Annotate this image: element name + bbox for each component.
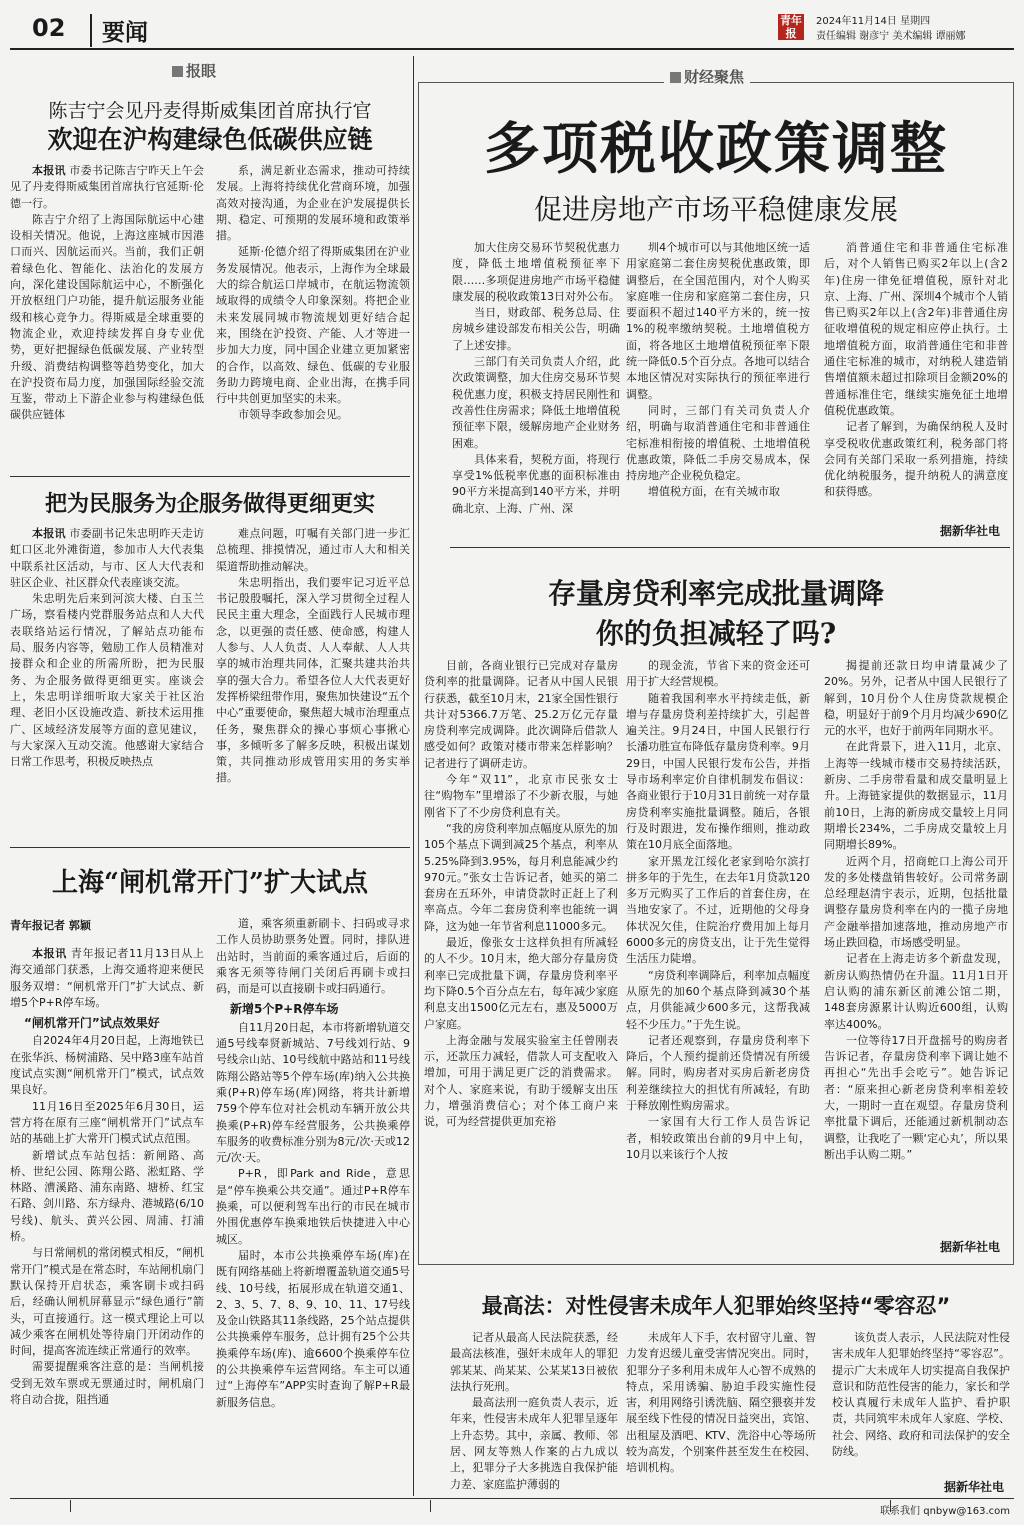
- paragraph: “房贷利率调降后，利率加点幅度从原先的加60个基点降到减30个基点，月供能减少600多元，这帮我减轻不少压力。”于先生说。: [626, 968, 810, 1031]
- page-number: 02: [32, 14, 66, 42]
- article-b1-col1: [452, 240, 620, 536]
- kicker-baoyan: [172, 60, 216, 81]
- paragraph: P+R，即Park and Ride，意思是“停车换乘公共交通”。通过P+R停车换乘，可以便利驾车出行的市民在城市外围优惠停车换乘地铁后快捷进入中心城区。: [216, 1167, 410, 1246]
- article-b3-col2: [626, 1330, 816, 1492]
- article2-col2: [216, 526, 410, 822]
- paragraph: 届时，本市公共换乘停车场(库)在既有网络基础上将新增覆盖轨道交通5号线、10号线，拓展形成在轨道交通1、2、3、5、7、8、9、10、11、17号线及金山铁路其11条线路，25个站点提供公共换乘停车服务，总计拥有25个公共换乘停车场(库)、逾6600个换乘停车位的公共换乘停车运营网络。车主可以通过“上海停车”APP实时查询了解P+R最新服务信息。: [216, 1248, 410, 1409]
- paragraph: 道，乘客须重新刷卡、扫码或寻求工作人员协助票务处置。同时，排队进出站时，当前面的乘客通过后，后面的乘客无须等待闸门关闭后再刷卡或扫码，而是可以直接刷卡或扫码通行。: [216, 917, 410, 996]
- article-b1-title: 多项税收政策调整: [484, 117, 948, 182]
- section-subheading: 新增5个P+R停车场: [230, 1002, 339, 1017]
- paragraph: 未成年人下手，农村留守儿童、智力发育迟缓儿童受害情况突出。同时，犯罪分子多利用未成年人心智不成熟的特点，采用诱骗、胁迫手段实施性侵害，利用网络引诱洗脑、隔空猥亵并发展至线下性侵的情况日益突出，宾馆、出租屋及酒吧、KTV、洗浴中心等场所较为高发，个别案件甚至发生在校园、培训机构。: [626, 1331, 816, 1475]
- footer-tick: [430, 1500, 431, 1512]
- article-b2-col1: [424, 658, 618, 1256]
- paragraph: 新增试点车站包括：新闸路、高桥、世纪公园、陈翔公路、淞虹路、学林路、漕溪路、浦东南路、塘桥、红宝石路、剑川路、东方绿舟、港城路(6/10号线)、航头、黄兴公园、周浦、打浦桥。: [10, 1148, 204, 1244]
- footer-tick: [70, 1500, 71, 1512]
- header-meta: [816, 14, 966, 44]
- paragraph: 消普通住宅和非普通住宅标准后，对个人销售已购买2年以上(含2年)住房一律免征增值税，原针对北京、上海、广州、深圳4个城市个人销售已购买2年以上(含2年)非普通住房征收增值税的规定相应停止执行。土地增值税方面，取消普通住宅和非普通住宅标准的城市，对纳税人建造销售增值额未超过扣除项目金额20%的普通标准住宅，继续实施免征土地增值税优惠政策。: [824, 241, 1008, 417]
- article-b1-col2: [626, 240, 810, 536]
- section-title: 要闻: [90, 14, 148, 47]
- article-b3-title: 最高法：对性侵害未成年人犯罪始终坚持“零容忍”: [481, 1294, 951, 1318]
- paragraph: 自11月20日起，本市将新增轨道交通5号线奉贤新城站、7号线刘行站、9号线佘山站、10号线航中路站和11号线陈翔公路站等5个停车场(库)纳入公共换乘(P+R)停车场(库)网络，将共计新增759个停车位对社会机动车辆开放公共换乘(P+R)停车经营服务，公共换乘停车服务的收费标准分别为8元/次·天或12元/次·天。: [216, 1020, 410, 1165]
- issue-date: 2024年11月14日 星期四: [816, 16, 931, 27]
- article-b2-title-line1: 存量房贷利率完成批量调降: [547, 577, 884, 610]
- article-b3-source: 据新华社电: [944, 1480, 1005, 1494]
- paragraph: 揭提前还款日均申请量减少了20%。另外，记者从中国人民银行了解到，10月份个人住房贷款规模企稳，明显好于前9个月月均减少690亿元的水平，也好于前两年同期水平。: [824, 659, 1008, 738]
- page-header: [10, 8, 1014, 50]
- paragraph: 朱忠明先后来到河滨大楼、白玉兰广场，察看楼内党群服务站点和人大代表联络站运行情况，了解站点功能布局、服务内容等，勉励工作人员精准对接群众和企业的所需所盼，把为民服务、为企服务做得更细更实。座谈会上，朱忠明详细听取大家关于社区治理、老旧小区设施改造、新技术运用推广、区域经济发展等方面的意见建议，与大家深入互动交流。他感谢大家结合日常工作思考，积极反映热点: [10, 592, 204, 769]
- paragraph: 记者还观察到，存量房贷利率下降后，个人预约提前还贷情况有所缓解。同时，购房者对买房后新老房贷利差继续拉大的担忧有所减轻，有助于释放刚性购房需求。: [626, 1033, 810, 1113]
- article-b3-col3: [832, 1330, 1010, 1480]
- paragraph: 近两个月，招商蛇口上海公司开发的多处楼盘销售较好。公司常务副总经理赵清宇表示，近期，包括批量调整存量房贷利率在内的一揽子房地产金融举措加速落地，推动房地产市场止跌回稳，市场感受明显。: [824, 854, 1008, 950]
- article1-col1: [10, 163, 204, 471]
- paragraph: 增值税方面，在有关城市取: [648, 485, 780, 499]
- dateline: 本报讯: [32, 164, 66, 177]
- paragraph: 本报讯 青年报记者11月13日从上海交通部门获悉，上海交通将迎来便民服务双增：“闸机常开门”扩大试点、新增5个P+R停车场。: [10, 947, 204, 1009]
- paragraph: 上海金融与发展实验室主任曾刚表示，还款压力减轻，借款人可支配收入增加，可用于满足更广泛的消费需求。对个人、家庭来说，有助于缓解支出压力，增强消费信心；对个体工商户来说，可为经营提供更加充裕: [424, 1033, 618, 1129]
- paragraph: 该负责人表示，人民法院对性侵害未成年人犯罪始终坚持“零容忍”。提示广大未成年人切实提高自我保护意识和防范性侵害的能力，家长和学校认真履行未成年人监护、看护职责，共同筑牢未成年人家庭、学校、社会、网络、政府和司法保护的安全防线。: [832, 1331, 1010, 1459]
- paragraph: 记者从最高人民法院获悉，经最高法核准，强奸未成年人的罪犯郭某某、尚某某、公某某13日被依法执行死刑。: [450, 1331, 618, 1393]
- paragraph: 朱忠明指出，我们要牢记习近平总书记殷殷嘱托，深入学习贯彻全过程人民民主重大理念，全面践行人民城市理念，以更强的责任感、使命感，构建人人参与、人人负责、人人奉献、人人共享的城市治理共同体，汇聚共建共治共享的强大合力。希望各位人大代表更好发挥桥梁纽带作用，聚焦加快建设“五个中心”重要使命，聚焦超大城市治理重点任务，聚焦群众的操心事烦心事揪心事，多倾听多了解多反映，积极出谋划策，共同推动形成管用实用的务实举措。: [216, 575, 410, 785]
- paragraph: 一家国有大行工作人员告诉记者，相较政策出台前的9月中上旬，10月以来该行个人按: [626, 1115, 810, 1161]
- paragraph: 圳4个城市可以与其他地区统一适用家庭第二套住房契税优惠政策，即调整后，在全国范围内，对个人购买家庭唯一住房和家庭第二套住房，只要面积不超过140平方米的，统一按1%的税率缴纳契税。土地增值税方面，将各地区土地增值税预征率下限统一降低0.5个百分点。各地可以结合本地区情况对实际执行的预征率进行调整。: [626, 241, 810, 401]
- paragraph: 与日常闸机的常闭模式相反，“闸机常开门”模式是在常态时，车站闸机扇门默认保持开启状态，乘客刷卡或扫码后，经确认闸机屏幕显示“绿色通行”箭头，可直接通行。这一模式理论上可以减少乘客在闸机处等待扇门开闭动作的时间，提高客流连续正常通行的效率。: [10, 1246, 204, 1358]
- paragraph: 记者了解到，为确保纳税人及时享受税收优惠政策红利，税务部门将会同有关部门采取一系列措施，持续优化纳税服务，提升纳税人的满意度和获得感。: [824, 420, 1008, 499]
- paragraph: 需要提醒乘客注意的是：当闸机接受到无效车票或无票通过时，闸机扇门将自动合拢，阻挡通: [10, 1360, 204, 1407]
- paragraph: “我的房贷利率加点幅度从原先的加105个基点下调到减25个基点，利率从5.25%降到3.95%，每月利息能减少约970元。”张女士告诉记者，她买的第二套房在五环外，申请贷款时正赶上了利率高点。今年二套房贷利率也能统一调降，这为她一年节省利息11000多元。: [424, 821, 618, 933]
- paragraph: 自2024年4月20日起，上海地铁已在张华浜、杨树浦路、吴中路3座车站首度试点实测“闸机常开门”模式，试点效果良好。: [10, 1034, 204, 1097]
- article-b1-col3: [824, 240, 1008, 522]
- section-subheading: “闸机常开门”试点效果好: [24, 1016, 160, 1031]
- paragraph: 难点问题，叮嘱有关部门进一步汇总梳理、排摸情况，通过市人大和相关渠道帮助推动解决。: [216, 527, 410, 573]
- paragraph: 本报讯 市委书记陈吉宁昨天上午会见了丹麦得斯威集团首席执行官延斯·伦德一行。: [10, 164, 204, 210]
- paragraph: 延斯·伦德介绍了得斯威集团在沪业务发展情况。他表示，上海作为全球最大的综合航运口岸城市，在航运物流领域取得的成绩令人印象深刻。将把企业未来发展同城市物流规划更好结合起来，围绕在沪投资、产能、人才等进一步加大力度，同中国企业建立更加紧密的合作，以高效、绿色、低碳的专业服务助力跨境电商、企业出海，在携手同行中共创更加坚实的未来。: [216, 245, 410, 406]
- kicker-finance: [664, 66, 750, 87]
- divider: [10, 847, 410, 848]
- article3-col2: [216, 916, 410, 1492]
- paragraph: 同时，三部门有关司负责人介绍，明确与取消普通住宅和非普通住宅标准相衔接的增值税、土地增值税优惠政策，降低二手房交易成本，保持房地产企业税负稳定。: [626, 403, 810, 483]
- paragraph: 的现金流，节省下来的资金还可用于扩大经营规模。: [626, 659, 810, 689]
- paragraph: 系，满足新业态需求，推动可持续发展。上海将持续优化营商环境，加强高效对接沟通，为企业在沪发展提供长期、稳定、可预期的发展环境和政策举措。: [216, 164, 410, 243]
- paragraph: 家开黑龙江绥化老家到哈尔滨打拼多年的于先生，在去年1月贷款120多万元购买了工作后的首套住房，在当地安家了。不过，近期他的父母身体状况欠佳，住院治疗费用加上每月6000多元的房贷支出，让于先生觉得生活压力陡增。: [626, 854, 810, 966]
- article-b1-subtitle: 促进房地产市场平稳健康发展: [533, 193, 898, 226]
- paragraph: 随着我国利率水平持续走低，新增与存量房贷利差持续扩大，引起普遍关注。9月24日，中国人民银行行长潘功胜宣布降低存量房贷利率。9月29日，中国人民银行发布公告，并指导市场利率定价自律机制发布倡议：各商业银行于10月31日前统一对存量房贷利率实施批量调整。随后，各银行及时跟进，发布操作细则，推动政策在10月底全面落地。: [626, 691, 810, 852]
- newspaper-logo: 青年报: [780, 14, 802, 40]
- paragraph: 记者在上海走访多个新盘发现，新房认购热情仍在升温。11月1日开启认购的浦东新区前滩公馆二期，148套房源累计认购近600组，认购率达400%。: [824, 952, 1008, 1031]
- paragraph: 目前，各商业银行已完成对存量房贷利率的批量调降。记者从中国人民银行获悉，截至10月末，21家全国性银行共计对5366.7万笔、25.2万亿元存量房贷利率完成调降。此次调降后借款人感受如何？政策对楼市带来怎样影响？记者进行了调研走访。: [424, 659, 618, 770]
- paragraph: 市领导李政参加会见。: [238, 408, 348, 422]
- paragraph: 陈吉宁介绍了上海国际航运中心建设相关情况。他说，上海这座城市因港口而兴、因航运而兴。当前，我们正朝着绿色化、智能化、法治化的发展方向，深化建设国际航运中心，不断强化开放枢纽门户功能，提升航运服务业能级和核心竞争力。得斯威是全球重要的物流企业，欢迎持续发挥自身专业优势，更好把握绿色低碳发展、产业转型升级、消费结构调整等趋势变化，加大在沪投资布局力度，加强国际经验交流互鉴，带动上下游企业参与构建绿色低碳供应链体: [10, 212, 204, 422]
- kicker-text: 报眼: [186, 62, 217, 80]
- editors-line: 责任编辑 谢彦宁 美术编辑 谭丽娜: [816, 31, 966, 42]
- article-b3-col1: [450, 1330, 618, 1492]
- dateline: 本报讯: [32, 947, 67, 960]
- divider: [10, 476, 410, 477]
- paragraph: 在此背景下，进入11月，北京、上海等一线城市楼市交易持续活跃，新房、二手房带看量和成交量明显上升。上海链家提供的数据显示，11月前10日，上海的新房成交量较上月同期增长234%，二手房成交量较上月同期增长89%。: [824, 740, 1008, 852]
- article3-col1: [10, 946, 204, 1492]
- paragraph: 具体来看，契税方面，将现行享受1%低税率优惠的面积标准由90平方米提高到140平方米，并明确北京、上海、广州、深: [452, 452, 620, 515]
- article1-col2: [216, 163, 410, 471]
- paragraph: 三部门有关司负责人介绍，此次政策调整，加大住房交易环节契税优惠力度，积极支持居民刚性和改善性住房需求；降低土地增值税预征率下限，缓解房地产企业财务困难。: [452, 355, 620, 450]
- paragraph: 一位等待17日开盘摇号的购房者告诉记者，存量房贷利率下调让她不再担心“先出手会吃亏”。她告诉记者：“原来担心新老房贷利率相差较大，一期时一直在观望。存量房贷利率批量下调后，还能通过新机制动态调整，让我吃了一颗‘定心丸’，所以果断出手认购二期。”: [824, 1033, 1008, 1161]
- divider: [450, 547, 1010, 548]
- dateline: 本报讯: [32, 527, 66, 540]
- page-footer: [10, 1498, 1014, 1519]
- article-b2-col2: [626, 658, 810, 1256]
- square-icon: [172, 66, 183, 77]
- article-b2-source: 据新华社电: [940, 1240, 1001, 1254]
- paragraph: 加大住房交易环节契税优惠力度，降低土地增值税预征率下限……多项促进房地产市场平稳健康发展的税收政策13日对外公布。: [452, 241, 620, 303]
- contact-email: 联系我们 qnbyw@163.com: [880, 1506, 1010, 1517]
- paragraph: 本报讯 市委副书记朱忠明昨天走访虹口区北外滩街道，参加市人大代表集中联系社区活动，与市、区人大代表和驻区企业、社区群众代表座谈交流。: [10, 527, 204, 589]
- paragraph: 今年“双11”，北京市民张女士往“购物车”里增添了不少新衣服，与她刚省下了不少房贷利息有关。: [424, 773, 618, 819]
- paragraph: 11月16日至2025年6月30日，运营方将在原有三座“闸机常开门”试点车站的基础上扩大常开门模式试点范围。: [10, 1099, 204, 1146]
- article1-subtitle: 陈吉宁会见丹麦得斯威集团首席执行官: [48, 100, 372, 122]
- article3-title: 上海“闸机常开门”扩大试点: [52, 868, 368, 898]
- paragraph: 最近，像张女士这样负担有所减轻的人不少。10月末，绝大部分存量房贷利率已完成批量下调，存量房贷利率平均下降0.5个百分点左右，每年减少家庭利息支出1500亿元左右，惠及5000万户家庭。: [424, 936, 618, 1031]
- kicker-text: 财经聚焦: [684, 68, 745, 86]
- paragraph: 最高法刑一庭负责人表示，近年来，性侵害未成年人犯罪呈逐年上升态势。其中，亲属、教师、邻居、网友等熟人作案的占九成以上，犯罪分子大多挑选自我保护能力差、家庭监护薄弱的: [450, 1396, 618, 1491]
- article-b2-title-line2: 你的负担减轻了吗?: [595, 617, 837, 650]
- column-divider: [413, 56, 414, 1496]
- square-icon: [670, 72, 681, 83]
- article2-col1: [10, 526, 204, 822]
- article-b2-col3: [824, 658, 1008, 1236]
- article3-byline: 青年报记者 郭颖: [10, 919, 91, 932]
- article2-title: 把为民服务为企服务做得更细更实: [44, 492, 375, 517]
- article1-title: 欢迎在沪构建绿色低碳供应链: [47, 125, 373, 154]
- paragraph: 当日，财政部、税务总局、住房城乡建设部发布相关公告，明确了上述安排。: [452, 306, 620, 352]
- article-b1-source: 据新华社电: [940, 524, 1001, 538]
